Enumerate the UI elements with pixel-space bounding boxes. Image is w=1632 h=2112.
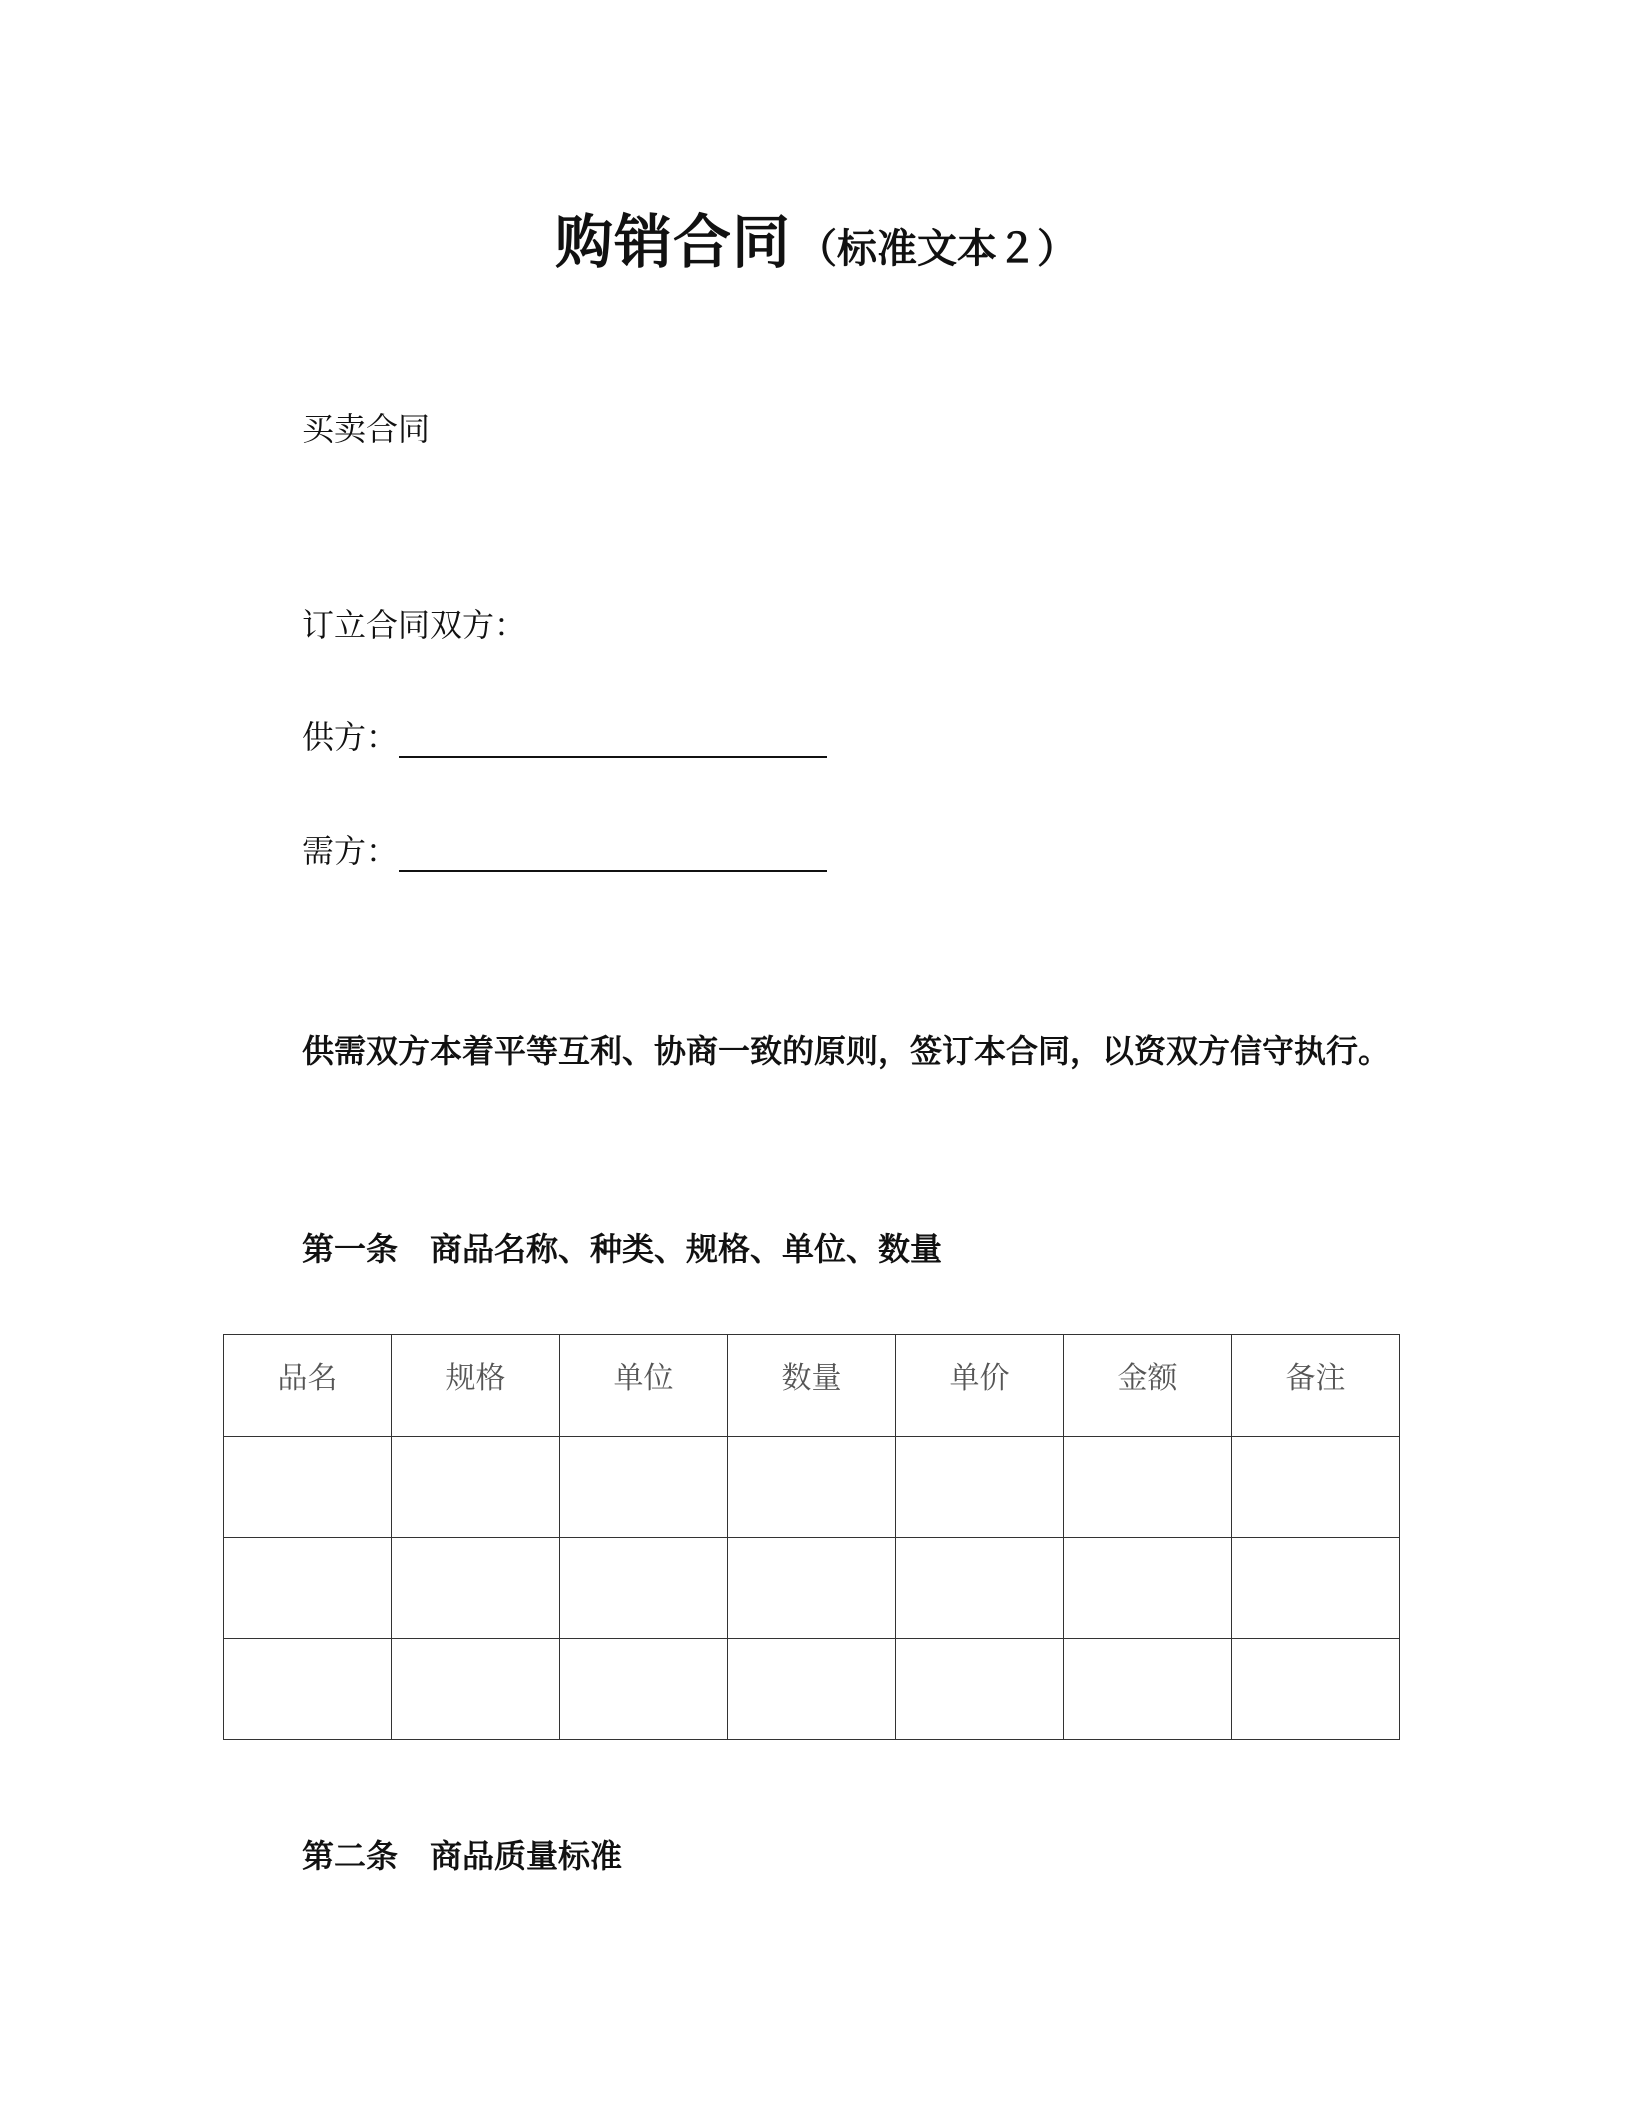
table-cell[interactable]	[728, 1437, 896, 1538]
table-cell[interactable]	[560, 1538, 728, 1639]
column-header: 数量	[728, 1335, 896, 1437]
column-header: 单位	[560, 1335, 728, 1437]
column-header: 单价	[896, 1335, 1064, 1437]
table-cell[interactable]	[728, 1538, 896, 1639]
supplier-line	[302, 712, 827, 758]
article-2-title: 商品质量标准	[430, 1837, 623, 1875]
buyer-label: 需方：	[302, 832, 399, 870]
table-cell[interactable]	[1232, 1639, 1400, 1740]
table-cell[interactable]	[392, 1639, 560, 1740]
table-cell[interactable]	[1064, 1538, 1232, 1639]
table-cell[interactable]	[224, 1538, 392, 1639]
table-cell[interactable]	[224, 1639, 392, 1740]
table-cell[interactable]	[1232, 1437, 1400, 1538]
title-subtitle: （标准文本２）	[797, 226, 1077, 272]
article-1-number: 第一条	[302, 1230, 399, 1268]
column-header: 规格	[392, 1335, 560, 1437]
goods-table	[223, 1334, 1400, 1740]
table-row	[224, 1538, 1400, 1639]
table-cell[interactable]	[1232, 1538, 1400, 1639]
table-cell[interactable]	[560, 1437, 728, 1538]
table-cell[interactable]	[1064, 1639, 1232, 1740]
table-header-row	[224, 1335, 1400, 1437]
table-cell[interactable]	[1064, 1437, 1232, 1538]
table-cell[interactable]	[224, 1437, 392, 1538]
supplier-blank[interactable]	[399, 716, 827, 758]
table-row	[224, 1639, 1400, 1740]
article-2-heading	[302, 1831, 622, 1877]
table-cell[interactable]	[896, 1538, 1064, 1639]
column-header: 金额	[1064, 1335, 1232, 1437]
article-2-number: 第二条	[302, 1837, 399, 1875]
title-main: 购销合同	[554, 208, 791, 276]
column-header: 备注	[1232, 1335, 1400, 1437]
table-cell[interactable]	[392, 1437, 560, 1538]
buyer-line	[302, 826, 827, 872]
table-cell[interactable]	[392, 1538, 560, 1639]
table-cell[interactable]	[560, 1639, 728, 1740]
document-title	[0, 195, 1632, 279]
buyer-blank[interactable]	[399, 830, 827, 872]
supplier-label: 供方：	[302, 718, 399, 756]
contract-intro: 供需双方本着平等互利、协商一致的原则，签订本合同，以资双方信守执行。	[302, 1032, 1391, 1070]
table-row	[224, 1437, 1400, 1538]
table-cell[interactable]	[896, 1639, 1064, 1740]
article-1-title: 商品名称、种类、规格、单位、数量	[430, 1230, 943, 1268]
table-cell[interactable]	[896, 1437, 1064, 1538]
contract-subtitle: 买卖合同	[302, 410, 431, 448]
article-1-heading	[302, 1224, 942, 1270]
column-header: 品名	[224, 1335, 392, 1437]
table-cell[interactable]	[728, 1639, 896, 1740]
parties-heading: 订立合同双方：	[302, 606, 527, 644]
